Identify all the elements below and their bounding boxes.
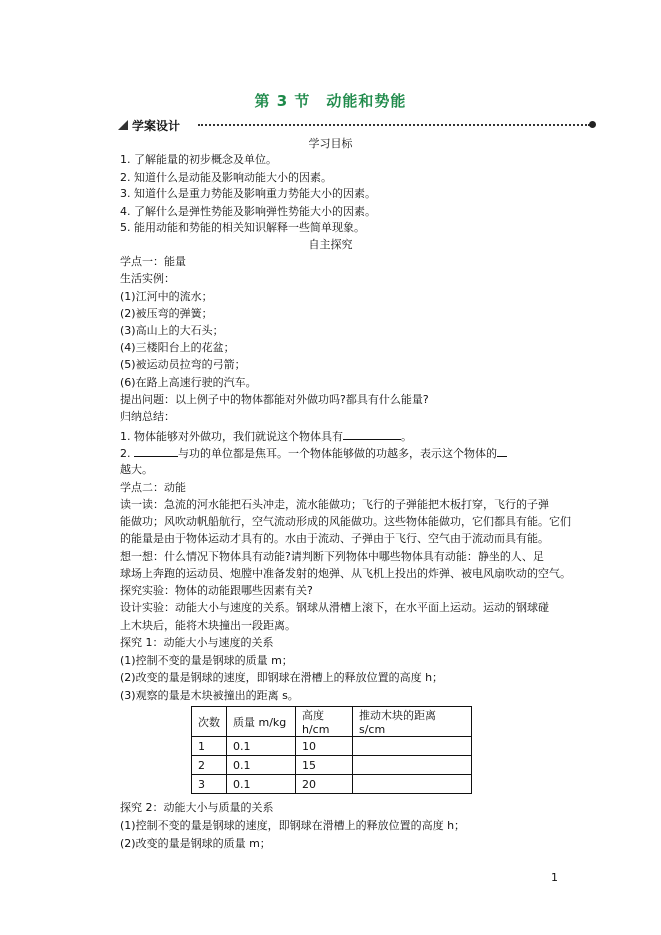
table-header: 推动木块的距离 s/cm [353, 707, 472, 737]
table-cell: 20 [296, 775, 353, 794]
design-text: 设计实验：动能大小与速度的关系。钢球从滑槽上滚下，在水平面上运动。运动的钢球碰 [120, 601, 549, 614]
example-item: (2)被压弯的弹簧； [120, 307, 213, 320]
explore1-item: (1)控制不变的量是钢球的质量 m； [120, 654, 293, 667]
summary-1: 1. 物体能够对外做功，我们就说这个物体具有 。 [120, 427, 412, 445]
table-header: 高度 h/cm [296, 707, 353, 737]
triangle-icon [118, 120, 128, 130]
page-title: 第 3 节 动能和势能 [254, 92, 407, 110]
bullet-dot-icon [589, 121, 596, 128]
read-text: 能做功；风吹动帆船航行，空气流动形成的风能做功。这些物体能做功，它们都具有能。它们 [120, 515, 571, 528]
think-text: 球场上奔跑的运动员、炮膛中准备发射的炮弹、从飞机上投出的炸弹、被电风扇吹动的空气。 [120, 567, 571, 580]
banner-text: 学案设计 [132, 118, 181, 133]
example-item: (6)在路上高速行驶的汽车。 [120, 376, 257, 389]
goal-item: 3. 知道什么是重力势能及影响重力势能大小的因素。 [120, 187, 376, 200]
goal-item: 1. 了解能量的初步概念及单位。 [120, 153, 277, 166]
table-cell: 2 [192, 756, 227, 775]
table-cell[interactable] [353, 737, 472, 756]
example-item: (4)三楼阳台上的花盆； [120, 341, 235, 354]
point1-title: 学点一：能量 [120, 255, 186, 268]
point2-title: 学点二：动能 [120, 481, 186, 494]
table-row [192, 775, 472, 794]
table-row [192, 737, 472, 756]
summary-2: 2. 与功的单位都是焦耳。一个物体能够做的功越多，表示这个物体的 [120, 444, 507, 462]
goal-item: 5. 能用动能和势能的相关知识解释一些简单现象。 [120, 221, 365, 234]
table-cell: 0.1 [227, 775, 296, 794]
example-item: (1)江河中的流水； [120, 290, 213, 303]
example-item: (3)高山上的大石头； [120, 324, 224, 337]
inquiry-text: 探究实验：物体的动能跟哪些因素有关? [120, 584, 313, 597]
table-cell[interactable] [353, 775, 472, 794]
section-banner [118, 117, 596, 133]
answer-blank[interactable] [134, 444, 178, 457]
banner-dotted-line [198, 124, 590, 126]
question-text: 提出问题：以上例子中的物体都能对外做功吗?都具有什么能量? [120, 393, 429, 406]
explore2-item: (2)改变的量是钢球的质量 m； [120, 837, 271, 850]
explore1-item: (2)改变的量是钢球的速度，即钢球在滑槽上的释放位置的高度 h； [120, 671, 444, 684]
goal-item: 2. 知道什么是动能及影响动能大小的因素。 [120, 171, 332, 184]
design-text: 上木块后，能将木块撞出一段距离。 [120, 619, 296, 632]
explore2-title: 探究 2：动能大小与质量的关系 [120, 801, 274, 814]
goal-item: 4. 了解什么是弹性势能及影响弹性势能大小的因素。 [120, 205, 376, 218]
examples-label: 生活实例： [120, 272, 175, 285]
table-header: 次数 [192, 707, 227, 737]
table-cell: 0.1 [227, 756, 296, 775]
summary-2-cont: 越大。 [120, 463, 153, 476]
data-table [191, 706, 472, 794]
banner-label [118, 117, 180, 133]
read-text: 读一读：急流的河水能把石头冲走，流水能做功；飞行的子弹能把木板打穿，飞行的子弹 [120, 498, 549, 511]
table-cell[interactable] [353, 756, 472, 775]
table-cell: 3 [192, 775, 227, 794]
table-header: 质量 m/kg [227, 707, 296, 737]
table-cell: 10 [296, 737, 353, 756]
page-number: 1 [551, 871, 558, 884]
explore2-item: (1)控制不变的量是钢球的速度，即钢球在滑槽上的释放位置的高度 h； [120, 819, 466, 832]
summary-label: 归纳总结： [120, 410, 175, 423]
table-row [192, 756, 472, 775]
table-header-row [192, 707, 472, 737]
read-text: 的能量是由于物体运动才具有的。水由于流动、子弹由于飞行、空气由于流动而具有能。 [120, 532, 549, 545]
table-cell: 15 [296, 756, 353, 775]
explore1-title: 探究 1：动能大小与速度的关系 [120, 636, 274, 649]
table-cell: 0.1 [227, 737, 296, 756]
table-cell: 1 [192, 737, 227, 756]
answer-blank[interactable] [497, 444, 507, 457]
section-heading-goals: 学习目标 [308, 137, 353, 150]
explore1-item: (3)观察的量是木块被撞出的距离 s。 [120, 689, 299, 702]
section-heading-explore: 自主探究 [308, 238, 353, 251]
answer-blank[interactable] [343, 427, 401, 440]
example-item: (5)被运动员拉弯的弓箭； [120, 358, 246, 371]
think-text: 想一想：什么情况下物体具有动能?请判断下列物体中哪些物体具有动能：静坐的人、足 [120, 550, 544, 563]
